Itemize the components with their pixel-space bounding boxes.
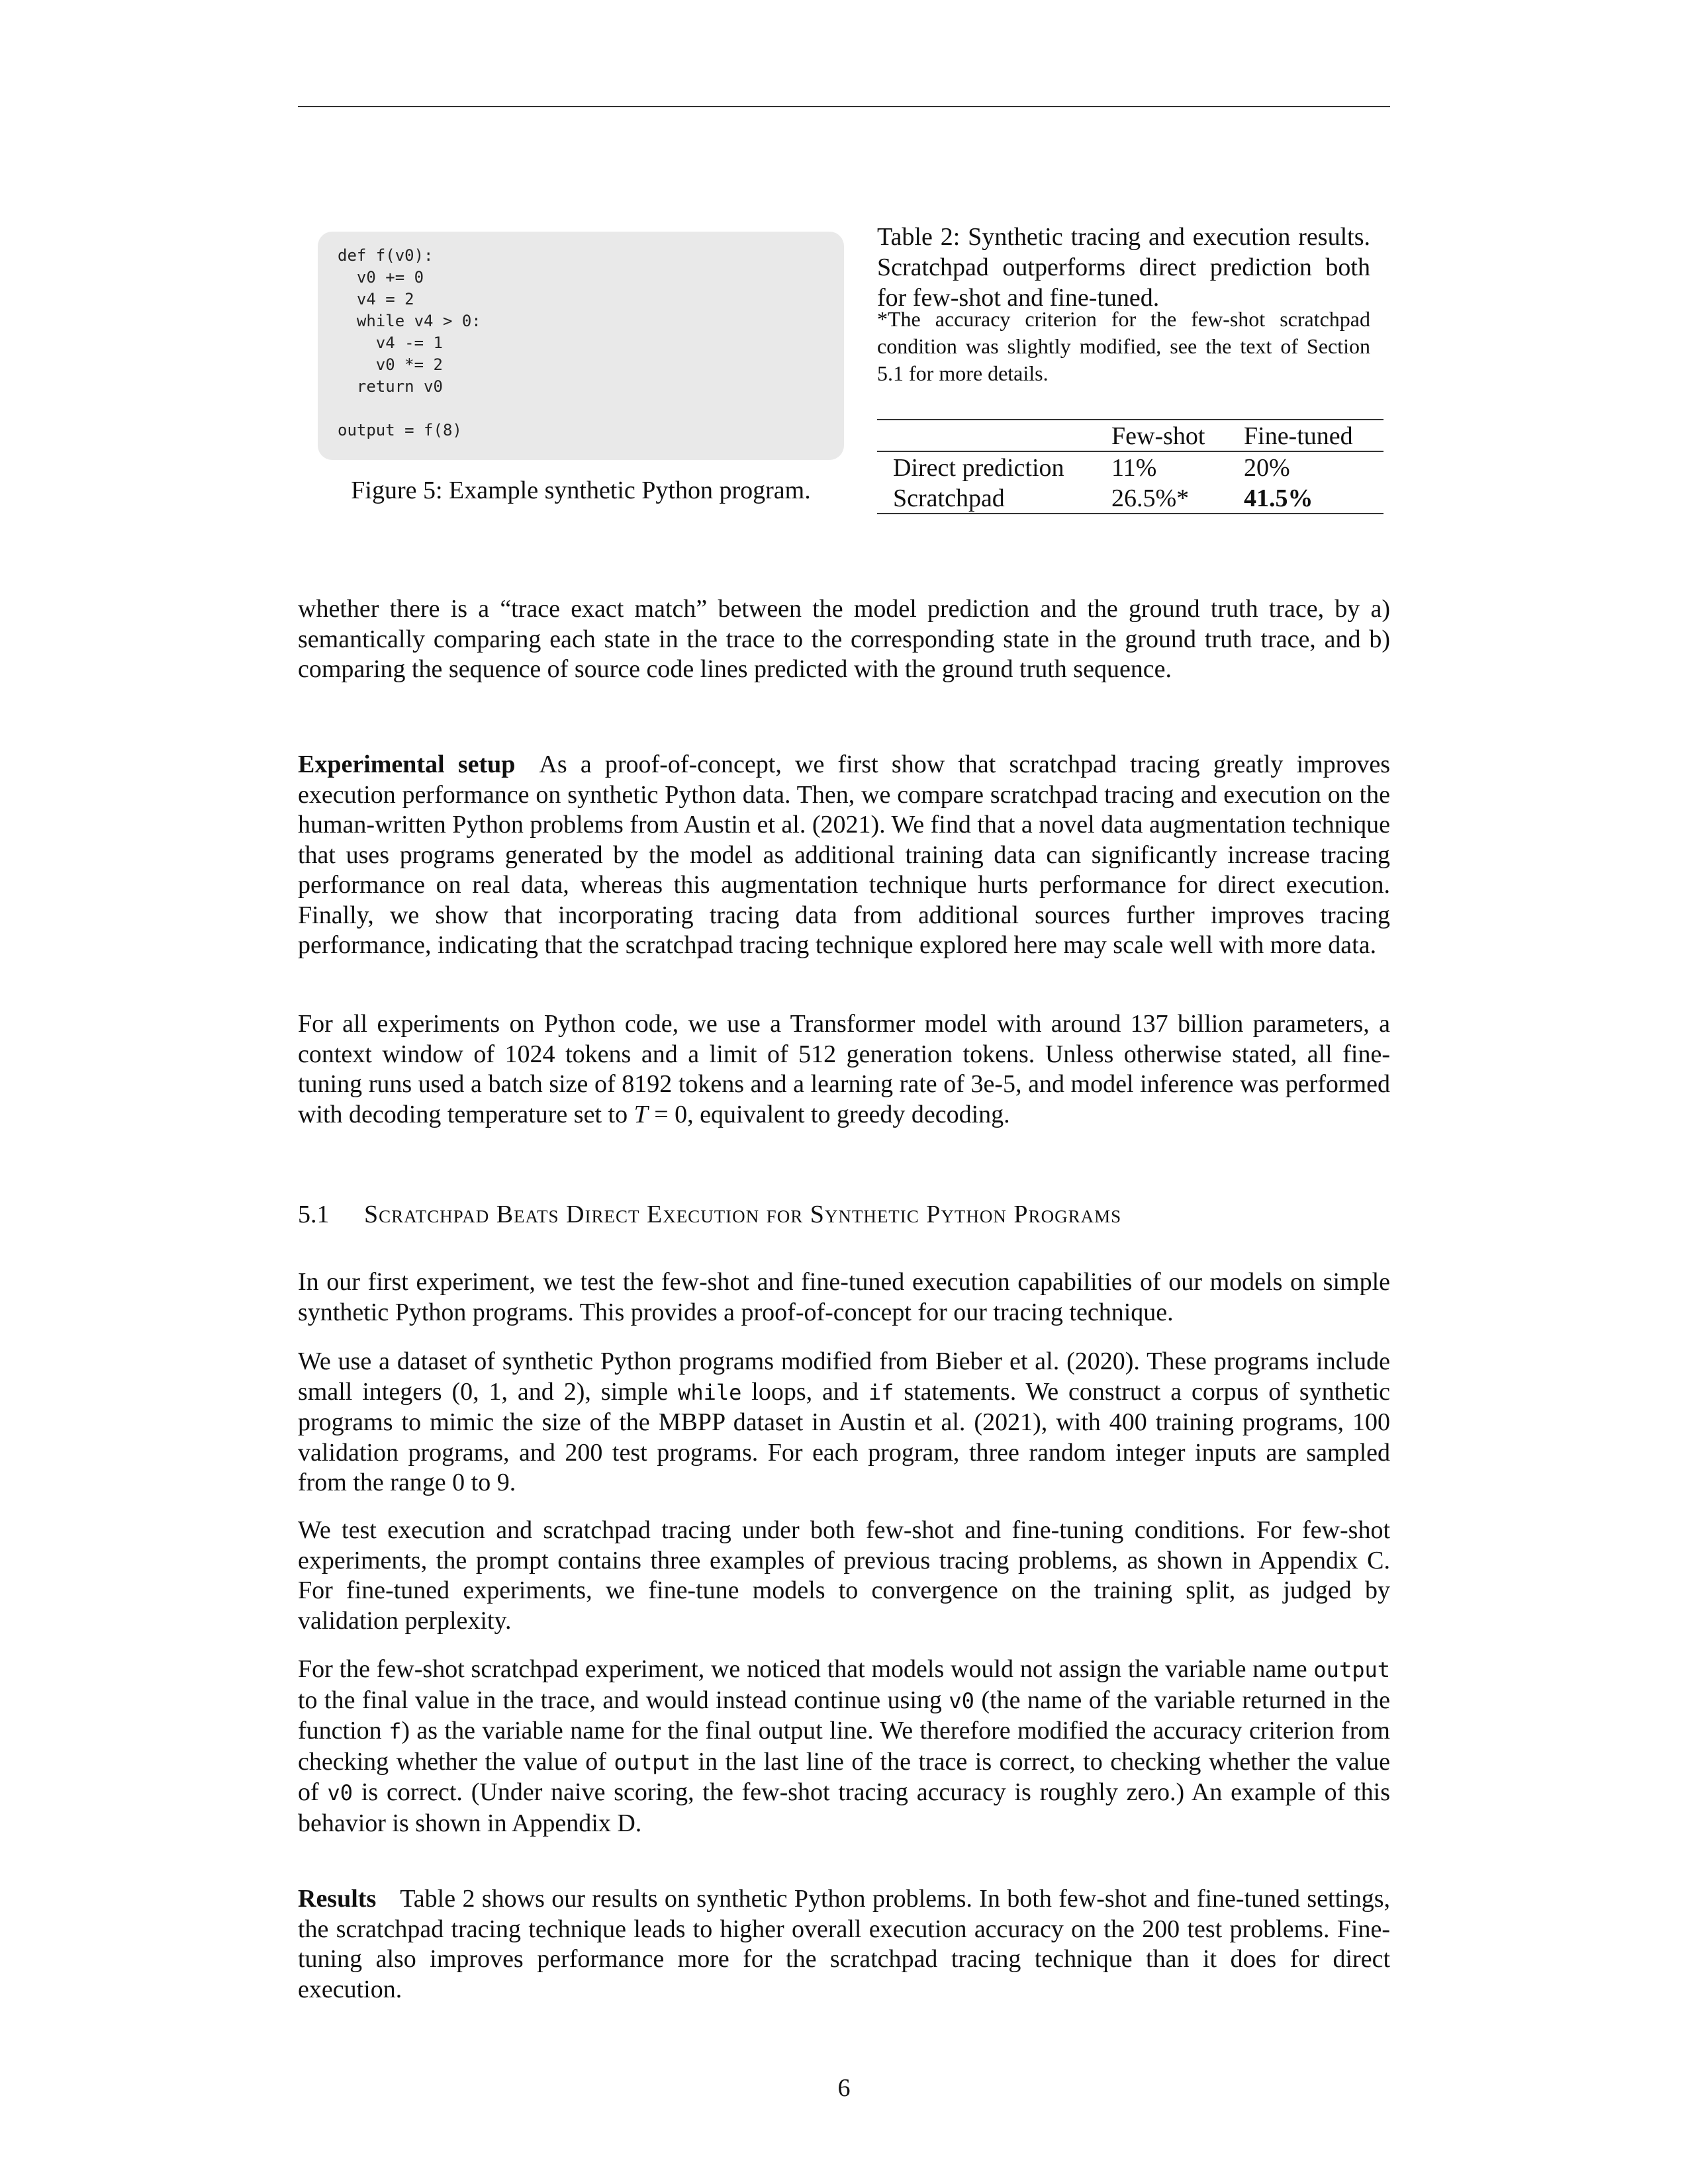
paragraph-text: Table 2 shows our results on synthetic Python problems. In both few-shot and fine-tuned settings, the scratchpad tracing technique leads to higher overall execution accuracy on the 200 test problems. Fine-tuning also improves performance more for the scratchpad tracing technique than it does for direct execution. — [298, 1885, 1390, 2003]
code-line: v4 = 2 — [338, 290, 414, 308]
table-cell-best: 41.5% — [1244, 484, 1313, 512]
inline-code: output — [614, 1749, 691, 1775]
runin-heading: Experimental setup — [298, 751, 516, 778]
table-cell: Direct prediction — [893, 454, 1064, 482]
table-row — [877, 482, 1383, 514]
inline-code: output — [1313, 1657, 1390, 1682]
paragraph-conditions: We test execution and scratchpad tracing under both few-shot and fine-tuning conditions. For few-shot experiments, the prompt contains three examples of previous tracing problems, as shown in Appendix C. For fine-tuned experiments, we fine-tune models to convergence on the training split, as judged by validation perplexity. — [298, 1516, 1390, 1635]
paragraph-trace-match: whether there is a “trace exact match” between the model prediction and the ground truth trace, by a) semantically comparing each state in the trace to the corresponding state in the ground truth trace, and b) comparing the sequence of source code lines predicted with the ground truth sequence. — [298, 595, 1390, 683]
paragraph-text: is correct. (Under naive scoring, the few-shot tracing accuracy is roughly zero.) An example of this behavior is shown in Appendix D. — [298, 1778, 1391, 1837]
code-line: while v4 > 0: — [338, 312, 481, 330]
table-cell: 26.5%* — [1111, 484, 1190, 512]
paragraph-text: We use a dataset of synthetic Python programs modified from Bieber et al. (2020). These programs include small integers (0, 1, and 2), simple — [298, 1347, 1390, 1406]
table-cell: 20% — [1244, 454, 1290, 482]
table-header-cell — [877, 420, 1111, 451]
math-variable: T — [633, 1100, 648, 1128]
code-listing — [318, 232, 844, 460]
section-heading — [298, 1199, 1121, 1230]
table-caption: Table 2: Synthetic tracing and execution results. Scratchpad outperforms direct prediction both for few-shot and fine-tuned. — [877, 223, 1370, 312]
table-cell: Scratchpad — [893, 484, 1005, 512]
inline-code: while — [678, 1379, 742, 1405]
code-line: v4 -= 1 — [338, 334, 443, 352]
paragraph-text: in the last line of the trace is correct, to checking whether the value of — [298, 1747, 1391, 1806]
paragraph-first-experiment: In our first experiment, we test the few-shot and fine-tuned execution capabilities of our models on simple synthetic Python programs. This provides a proof-of-concept for our tracing technique. — [298, 1268, 1390, 1326]
code-blank-line — [338, 398, 824, 420]
section-number: 5.1 — [298, 1201, 330, 1228]
code-line: output = f(8) — [338, 421, 462, 439]
table-header-row — [877, 420, 1383, 451]
paragraph-text: statements. We construct a corpus of synthetic programs to mimic the size of the MBPP dataset in Austin et al. (2021), with 400 training programs, 100 validation programs, and 200 test programs. For each program, three random integer inputs are sampled from the range 0 to 9. — [298, 1377, 1391, 1496]
inline-code: f — [389, 1719, 402, 1744]
paragraph-text: (the name of the variable returned in the function — [298, 1686, 1391, 1745]
paragraph-text: ) as the variable name for the final output line. We therefore modified the accuracy criterion from checking whether the value of — [298, 1717, 1390, 1776]
page-number: 6 — [837, 2074, 851, 2102]
paragraph-model-details — [298, 1009, 1390, 1130]
results-table — [877, 419, 1383, 514]
paragraph-scoring — [298, 1655, 1390, 1839]
code-line: def f(v0): — [338, 246, 434, 265]
table-header-cell: Few-shot — [1111, 422, 1205, 450]
paragraph-text: For all experiments on Python code, we use a Transformer model with around 137 billion parameters, a context window of 1024 tokens and a limit of 512 generation tokens. Unless otherwise stated, all fine-tuning runs used a batch size of 8192 tokens and a learning rate of 3e-5, and model inference was performed with decoding temperature set to — [298, 1010, 1390, 1128]
paragraph-text: loops, and — [751, 1377, 859, 1406]
inline-code: v0 — [327, 1780, 353, 1805]
figure-caption: Figure 5: Example synthetic Python program. — [351, 477, 811, 504]
paragraph-results — [298, 1884, 1390, 2005]
code-line: v0 += 0 — [338, 268, 424, 287]
paragraph-text: , equivalent to greedy decoding. — [687, 1100, 1010, 1128]
code-line: v0 *= 2 — [338, 355, 443, 374]
table-cell: 11% — [1111, 454, 1157, 482]
inline-code: if — [868, 1379, 894, 1405]
paragraph-text: For the few-shot scratchpad experiment, we noticed that models would not assign the variable name — [298, 1655, 1307, 1683]
inline-code: v0 — [949, 1688, 974, 1713]
table-footnote: *The accuracy criterion for the few-shot scratchpad condition was slightly modified, see the text of Section 5.1 for more details. — [877, 307, 1370, 385]
runin-heading: Results — [298, 1885, 377, 1913]
header-rule — [298, 106, 1390, 107]
code-line: return v0 — [338, 377, 443, 396]
table-row — [877, 451, 1383, 482]
section-title: Scratchpad Beats Direct Execution for Synthetic Python Programs — [364, 1201, 1122, 1228]
math-expression: = 0 — [647, 1100, 688, 1128]
table-header-cell: Fine-tuned — [1244, 422, 1353, 450]
paragraph-text: As a proof-of-concept, we first show that scratchpad tracing greatly improves execution performance on synthetic Python data. Then, we compare scratchpad tracing and execution on the human-written Python problems from Austin et al. (2021). We find that a novel data augmentation technique that uses programs generated by the model as additional training data can significantly increase tracing performance on real data, whereas this augmentation technique hurts performance for direct execution. Finally, we show that incorporating tracing data from additional sources further improves tracing performance, indicating that the scratchpad tracing technique explored here may scale well with more data. — [298, 751, 1390, 959]
paragraph-text: to the final value in the trace, and would instead continue using — [298, 1686, 942, 1714]
paragraph-experimental-setup — [298, 750, 1390, 961]
paragraph-dataset — [298, 1347, 1390, 1498]
